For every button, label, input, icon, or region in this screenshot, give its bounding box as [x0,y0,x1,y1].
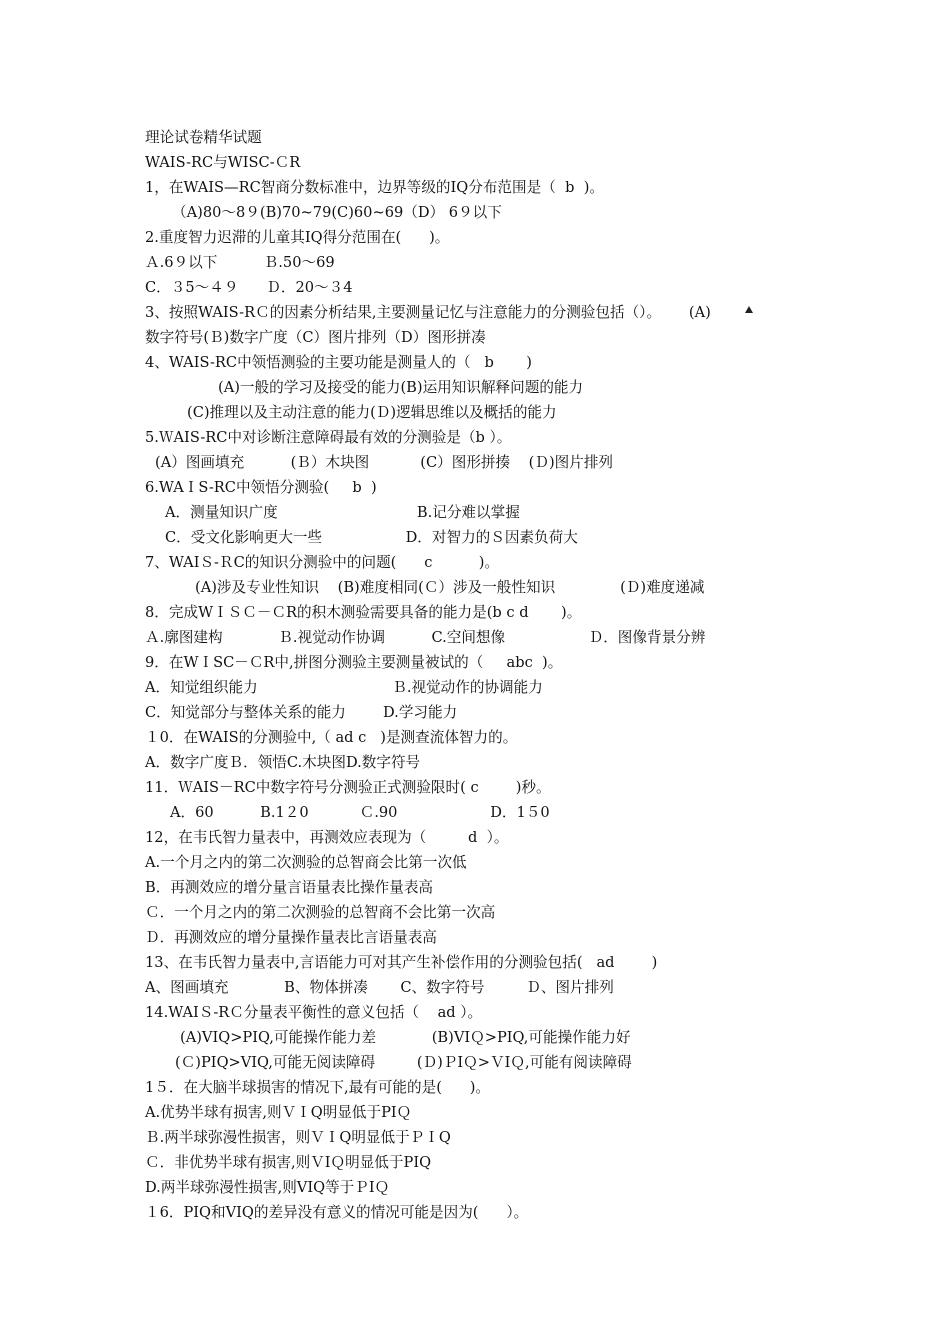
question-16: １6．PIQ和VIQ的差异没有意义的情况可能是因为( ）。 [145,1204,529,1221]
question-15-option-a: A.优势半球有损害,则ＶＩQ明显低于PIＱ [145,1104,412,1121]
question-11: 11．ＷAIS－RC中数字符号分测验正式测验限时( c )秒。 [145,779,551,796]
question-13-options: A、图画填充 B、物体拼凑 C、数字符号 Ｄ、图片排列 [145,979,614,996]
triangle-mark-icon [745,306,753,313]
question-1: 1，在WAIS—RC智商分数标准中，边界等级的IQ分布范围是（ b )。 [145,179,604,196]
question-5: 5.ＷAIS-RC中对诊断注意障碍最有效的分测验是（b ）。 [145,429,512,446]
question-12-option-d: Ｄ．再测效应的增分量操作量表比言语量表高 [145,929,437,946]
question-10: １0．在WAIS的分测验中,（ ad c )是测查流体智力的。 [145,729,518,746]
question-2: 2.重度智力迟滞的儿童其IQ得分范围在( )。 [145,229,450,246]
question-9-options-b: C．知觉部分与整体关系的能力 D.学习能力 [145,704,458,721]
question-2-options-a: Ａ.6９以下 Ｂ.50～69 [145,254,335,271]
question-4: 4、WAIS-RC中领悟测验的主要功能是测量人的（ b ) [145,354,532,371]
question-12-option-b: B．再测效应的增分量言语量表比操作量表高 [145,879,434,896]
question-1-options: （A)80～8９(B)70~79(C)60~69（D） 6９以下 [172,204,502,221]
question-14-options-b: (Ｃ)PIQ>VIQ,可能无阅读障碍 (Ｄ)ＰIＱ>ＶIＱ,可能有阅读障碍 [175,1054,632,1071]
question-6-options-b: C．受文化影响更大一些 D．对智力的Ｓ因素负荷大 [165,529,578,546]
question-15-option-b: Ｂ.两半球弥漫性损害，则ＶＩQ明显低于ＰＩQ [145,1129,451,1146]
question-15: 1５．在大脑半球损害的情况下,最有可能的是( )。 [145,1079,491,1096]
question-4-options-b: (C)推理以及主动注意的能力(Ｄ)逻辑思维以及概括的能力 [187,404,557,421]
question-8-options: Ａ.廓图建构 Ｂ.视觉动作协调 C.空间想像 Ｄ．图像背景分辨 [145,629,706,646]
question-7: 7、WAIＳ-ＲC的知识分测验中的问题( c )。 [145,554,500,571]
question-8: 8．完成WＩＳＣ－ＣR的积木测验需要具备的能力是(b c d )。 [145,604,582,621]
question-12-option-a: A.一个月之内的第二次测验的总智商会比第一次低 [145,854,467,871]
question-15-option-c: Ｃ．非优势半球有损害,则ＶIＱ明显低于PIQ [145,1154,432,1171]
question-3-options: 数字符号(Ｂ)数字广度（C）图片排列（D）图形拼凑 [145,329,486,346]
question-7-options: (A)涉及专业性知识 (B)难度相同(Ｃ）涉及一般性知识 (Ｄ)难度递减 [195,579,705,596]
question-6-options-a: A．测量知识广度 B.记分难以掌握 [165,504,520,521]
doc-title: 理论试卷精华试题 [145,129,262,146]
question-14: 14.WAIＳ-RＣ分量表平衡性的意义包括（ ad ）。 [145,1004,483,1021]
question-6: 6.WAＩS-RC中领悟分测验( b ) [145,479,377,496]
question-5-options: (A）图画填充 (Ｂ）木块图 (C）图形拼揍 (Ｄ)图片排列 [155,454,614,471]
question-9-options-a: A．知觉组织能力 Ｂ.视觉动作的协调能力 [145,679,543,696]
question-11-options: A．60 B.1２0 Ｃ.90 D．1５0 [170,804,550,821]
question-14-options-a: (A)VIQ>PIQ,可能操作能力差 (B)VIＱ>PIQ,可能操作能力好 [180,1029,631,1046]
question-15-option-d: D.两半球弥漫性损害,则VIQ等于ＰIＱ [145,1179,390,1196]
section-heading: WAⅠS-RC与WISC-ＣR [145,154,301,171]
question-2-options-b: C．３5～４９ Ｄ．20～３4 [145,279,353,296]
question-10-options: A．数字广度Ｂ．领悟C.木块图D.数字符号 [145,754,421,771]
question-9: 9．在WＩSC－ＣR中,拼图分测验主要测量被试的（ abc )。 [145,654,563,671]
question-13: 13、在韦氏智力量表中,言语能力可对其产生补偿作用的分测验包括( ad ) [145,954,658,971]
question-12: 12，在韦氏智力量表中，再测效应表现为（ d ）。 [145,829,509,846]
question-12-option-c: Ｃ．一个月之内的第二次测验的总智商不会比第一次高 [145,904,496,921]
question-4-options-a: (A)一般的学习及接受的能力(B)运用知识解释问题的能力 [218,379,584,396]
question-3: 3、按照WAIS-RＣ的因素分析结果,主要测量记忆与注意能力的分测验包括（）。 (A) [145,304,711,321]
